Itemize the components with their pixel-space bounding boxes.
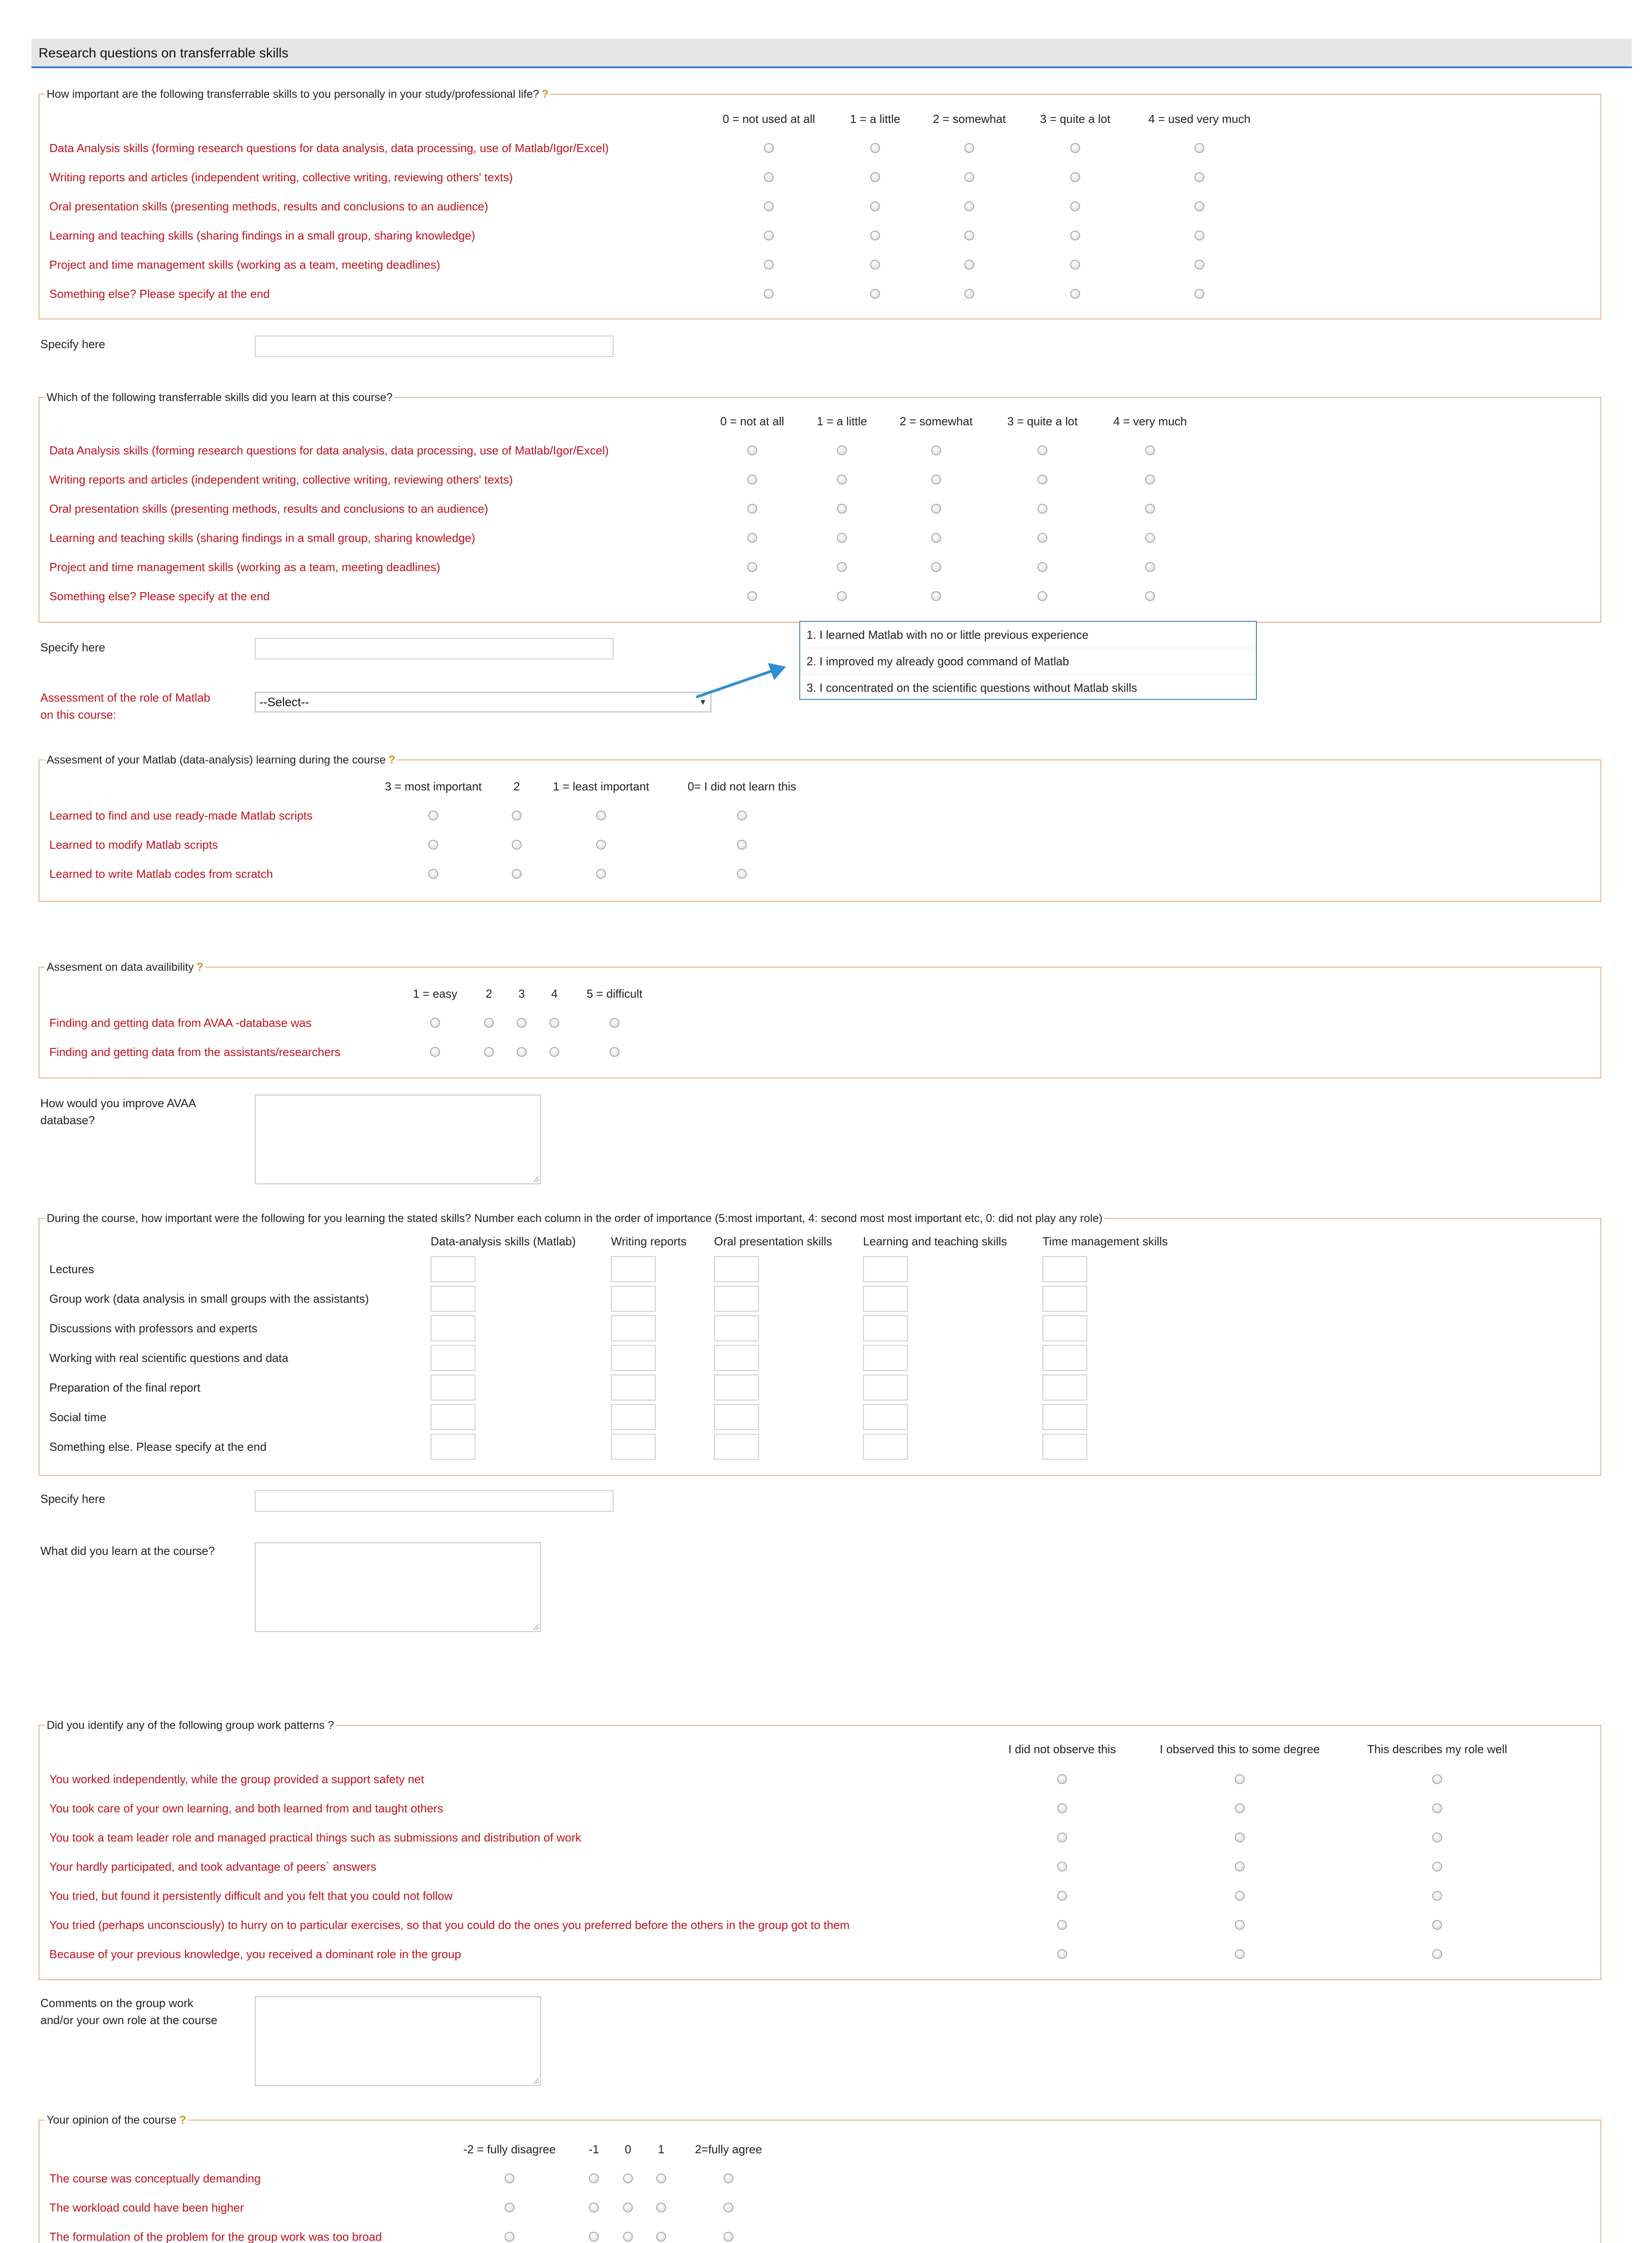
column-header: 0 xyxy=(624,2143,632,2156)
column-header: 2=fully agree xyxy=(695,2143,762,2156)
matrix-row-label: Learned to find and use ready-made Matlab scripts xyxy=(49,809,313,822)
matrix-row-label: Finding and getting data from AVAA -database was xyxy=(49,1016,312,1030)
matrix-row-label: Learning and teaching skills (sharing findings in a small group, sharing knowledge) xyxy=(49,531,475,545)
column-header: 0 = not at all xyxy=(720,415,785,428)
radio-option[interactable] xyxy=(964,201,974,211)
radio-option[interactable] xyxy=(724,2173,733,2183)
rank-input[interactable] xyxy=(431,1315,475,1341)
column-header: 1 = least important xyxy=(553,780,649,793)
radio-option[interactable] xyxy=(764,289,774,299)
radio-option[interactable] xyxy=(764,172,774,182)
radio-option[interactable] xyxy=(737,811,747,820)
radio-option[interactable] xyxy=(1235,1803,1245,1813)
radio-option[interactable] xyxy=(1432,1920,1442,1930)
column-header: 0= I did not learn this xyxy=(687,780,797,793)
radio-option[interactable] xyxy=(964,231,974,240)
radio-option[interactable] xyxy=(1057,1803,1067,1813)
rank-input[interactable] xyxy=(714,1375,759,1401)
radio-option[interactable] xyxy=(1145,475,1155,484)
radio-option[interactable] xyxy=(870,289,880,299)
help-icon[interactable]: ? xyxy=(541,88,549,100)
column-header: 3 = quite a lot xyxy=(1007,415,1078,428)
matrix-row-label: Lectures xyxy=(49,1262,94,1276)
radio-option[interactable] xyxy=(1057,1949,1067,1959)
radio-option[interactable] xyxy=(428,811,438,820)
column-header: This describes my role well xyxy=(1367,1742,1508,1756)
matrix-row-label: Working with real scientific questions and data xyxy=(49,1351,288,1365)
radio-option[interactable] xyxy=(484,1047,494,1057)
radio-option[interactable] xyxy=(837,533,847,543)
radio-option[interactable] xyxy=(656,2203,666,2212)
matrix-row-label: You took a team leader role and managed practical things such as submissions and distribution of work xyxy=(49,1831,581,1844)
matrix-row-label: Data Analysis skills (forming research questions for data analysis, data processing, use of Matlab/Igor/Excel) xyxy=(49,444,609,457)
radio-option[interactable] xyxy=(505,2232,514,2242)
specify-label: Specify here xyxy=(40,641,105,654)
column-header: Learning and teaching skills xyxy=(863,1235,1007,1248)
radio-option[interactable] xyxy=(1194,201,1204,211)
rank-input[interactable] xyxy=(431,1286,475,1312)
rank-input[interactable] xyxy=(431,1345,475,1371)
rank-input[interactable] xyxy=(1042,1256,1087,1282)
radio-option[interactable] xyxy=(512,811,522,820)
matrix-row-label: The workload could have been higher xyxy=(49,2201,244,2214)
fieldset-legend: During the course, how important were the following for you learning the stated skills? Number each column in the order of importance (5:most important, 4: second most most important etc, 0: did not play any role) xyxy=(47,1212,1103,1225)
radio-option[interactable] xyxy=(1194,143,1204,153)
column-header: 1 = a little xyxy=(816,415,867,428)
radio-option[interactable] xyxy=(1057,1920,1067,1930)
column-header: -1 xyxy=(588,2143,599,2156)
column-header: 4 xyxy=(551,987,558,1000)
column-header: Data-analysis skills (Matlab) xyxy=(431,1235,576,1248)
radio-option[interactable] xyxy=(1070,201,1080,211)
rank-input[interactable] xyxy=(863,1434,908,1460)
matrix-row-label: Because of your previous knowledge, you received a dominant role in the group xyxy=(49,1947,461,1961)
matrix-row-label: Finding and getting data from the assistants/researchers xyxy=(49,1045,340,1059)
rank-input[interactable] xyxy=(431,1434,475,1460)
select-option[interactable]: 2. I improved my already good command of Matlab xyxy=(800,648,1256,674)
radio-option[interactable] xyxy=(1432,1949,1442,1959)
fieldset-legend: Which of the following transferrable skills did you learn at this course? xyxy=(47,391,393,404)
column-header: 1 = a little xyxy=(850,112,901,126)
radio-option[interactable] xyxy=(1194,289,1204,299)
radio-option[interactable] xyxy=(623,2173,633,2183)
radio-option[interactable] xyxy=(964,289,974,299)
radio-option[interactable] xyxy=(623,2232,633,2242)
rank-input[interactable] xyxy=(611,1345,656,1371)
matrix-row-label: Social time xyxy=(49,1410,107,1424)
radio-option[interactable] xyxy=(1070,289,1080,299)
radio-option[interactable] xyxy=(512,869,522,879)
avaa-label: How would you improve AVAA database? xyxy=(40,1096,196,1127)
radio-option[interactable] xyxy=(430,1018,440,1028)
matrix-row-label: Project and time management skills (working as a team, meeting deadlines) xyxy=(49,560,440,574)
section-header-research xyxy=(31,39,1632,68)
radio-option[interactable] xyxy=(764,201,774,211)
radio-option[interactable] xyxy=(931,475,941,484)
radio-option[interactable] xyxy=(656,2173,666,2183)
matrix-row-label: You tried (perhaps unconsciously) to hurry on to particular exercises, so that you could do the ones you preferred before the others in the group got to them xyxy=(49,1918,850,1932)
column-header: 0 = not used at all xyxy=(723,112,815,126)
specify-label: Specify here xyxy=(40,337,105,351)
radio-option[interactable] xyxy=(549,1018,559,1028)
matrix-row-label: You tried, but found it persistently difficult and you felt that you could not follow xyxy=(49,1889,453,1903)
radio-option[interactable] xyxy=(1432,1862,1442,1872)
matrix-row-label: Something else. Please specify at the end xyxy=(49,1440,267,1453)
rank-input[interactable] xyxy=(863,1315,908,1341)
column-header: Time management skills xyxy=(1042,1235,1168,1248)
radio-option[interactable] xyxy=(870,231,880,240)
radio-option[interactable] xyxy=(1057,1862,1067,1872)
column-header: 3 xyxy=(518,987,525,1000)
radio-option[interactable] xyxy=(837,445,847,455)
matrix-row-label: Your hardly participated, and took advantage of peers` answers xyxy=(49,1860,376,1873)
rank-input[interactable] xyxy=(714,1315,759,1341)
radio-option[interactable] xyxy=(596,811,606,820)
radio-option[interactable] xyxy=(1145,562,1155,572)
rank-input[interactable] xyxy=(1042,1375,1087,1401)
section-title: Research questions on transferrable skills xyxy=(39,46,288,61)
radio-option[interactable] xyxy=(596,840,606,850)
fieldset-legend: Assesment on data availibility ? xyxy=(47,961,204,973)
matrix-row-label: Writing reports and articles (independent writing, collective writing, reviewing others' texts) xyxy=(49,473,513,486)
matlab-role-select[interactable] xyxy=(255,692,711,712)
radio-option[interactable] xyxy=(610,1047,619,1057)
radio-option[interactable] xyxy=(837,562,847,572)
rank-input[interactable] xyxy=(611,1256,656,1282)
matrix-row-label: Learned to write Matlab codes from scratch xyxy=(49,867,273,881)
matrix-row-label: Learning and teaching skills (sharing findings in a small group, sharing knowledge) xyxy=(49,229,475,242)
matrix-row-label: Something else? Please specify at the end xyxy=(49,287,270,301)
matlab-role-options xyxy=(799,621,1257,700)
radio-option[interactable] xyxy=(964,260,974,270)
column-header: 2 = somewhat xyxy=(933,112,1006,126)
column-header: -2 = fully disagree xyxy=(463,2143,556,2156)
radio-option[interactable] xyxy=(1235,1833,1245,1842)
radio-option[interactable] xyxy=(1194,231,1204,240)
fieldset-matlab-learning xyxy=(39,754,1601,902)
help-icon[interactable]: ? xyxy=(196,961,204,973)
column-header: 1 = easy xyxy=(413,987,458,1000)
rank-input[interactable] xyxy=(714,1286,759,1312)
rank-input[interactable] xyxy=(611,1286,656,1312)
radio-option[interactable] xyxy=(747,445,757,455)
column-header: 3 = quite a lot xyxy=(1040,112,1111,126)
radio-option[interactable] xyxy=(1432,1833,1442,1842)
radio-option[interactable] xyxy=(1070,172,1080,182)
column-header: Oral presentation skills xyxy=(714,1235,832,1248)
matrix-row-label: Oral presentation skills (presenting methods, results and conclusions to an audience) xyxy=(49,200,488,213)
radio-option[interactable] xyxy=(1070,260,1080,270)
rank-input[interactable] xyxy=(714,1434,759,1460)
radio-option[interactable] xyxy=(589,2232,599,2242)
matrix-row-label: The formulation of the problem for the group work was too broad xyxy=(49,2230,382,2243)
chevron-down-icon: ▼ xyxy=(699,698,707,707)
rank-input[interactable] xyxy=(1042,1434,1087,1460)
matrix-row-label: Writing reports and articles (independent writing, collective writing, reviewing others' texts) xyxy=(49,170,513,184)
radio-option[interactable] xyxy=(1057,1833,1067,1842)
comments-textarea[interactable] xyxy=(255,1996,541,2086)
radio-option[interactable] xyxy=(1037,533,1047,543)
radio-option[interactable] xyxy=(870,143,880,153)
matrix-row-label: Something else? Please specify at the end xyxy=(49,589,270,603)
select-option[interactable]: 3. I concentrated on the scientific questions without Matlab skills xyxy=(800,674,1256,701)
radio-option[interactable] xyxy=(870,201,880,211)
specify-input-1[interactable] xyxy=(255,336,614,357)
help-icon[interactable]: ? xyxy=(179,2114,186,2126)
radio-option[interactable] xyxy=(656,2232,666,2242)
radio-option[interactable] xyxy=(1235,1774,1245,1784)
rank-input[interactable] xyxy=(611,1315,656,1341)
radio-option[interactable] xyxy=(747,475,757,484)
radio-option[interactable] xyxy=(1235,1949,1245,1959)
radio-option[interactable] xyxy=(931,445,941,455)
radio-option[interactable] xyxy=(931,591,941,601)
radio-option[interactable] xyxy=(517,1047,527,1057)
radio-option[interactable] xyxy=(1145,504,1155,514)
matrix-row-label: Preparation of the final report xyxy=(49,1381,201,1394)
radio-option[interactable] xyxy=(747,591,757,601)
radio-option[interactable] xyxy=(837,504,847,514)
rank-input[interactable] xyxy=(714,1404,759,1430)
rank-input[interactable] xyxy=(1042,1315,1087,1341)
specify-input-3[interactable] xyxy=(255,1490,614,1512)
rank-input[interactable] xyxy=(1042,1345,1087,1371)
radio-option[interactable] xyxy=(589,2203,599,2212)
radio-option[interactable] xyxy=(1037,445,1047,455)
column-header: Writing reports xyxy=(611,1235,687,1248)
radio-option[interactable] xyxy=(931,504,941,514)
matrix-row-label: Learned to modify Matlab scripts xyxy=(49,838,218,851)
radio-option[interactable] xyxy=(724,2232,733,2242)
fieldset-legend: Your opinion of the course ? xyxy=(47,2114,186,2126)
help-icon[interactable]: ? xyxy=(388,754,396,766)
radio-option[interactable] xyxy=(1235,1862,1245,1872)
specify-input-2[interactable] xyxy=(255,638,614,659)
radio-option[interactable] xyxy=(747,562,757,572)
learned-label: What did you learn at the course? xyxy=(40,1544,215,1558)
select-option[interactable]: 1. I learned Matlab with no or little previous experience xyxy=(806,628,1089,641)
radio-option[interactable] xyxy=(1057,1891,1067,1901)
radio-option[interactable] xyxy=(1145,533,1155,543)
matrix-row-label: You worked independently, while the group provided a support safety net xyxy=(49,1772,424,1786)
radio-option[interactable] xyxy=(747,504,757,514)
radio-option[interactable] xyxy=(610,1018,619,1028)
radio-option[interactable] xyxy=(428,840,438,850)
column-header: 2 xyxy=(513,780,520,793)
radio-option[interactable] xyxy=(1070,231,1080,240)
column-header: 3 = most important xyxy=(384,780,482,793)
radio-option[interactable] xyxy=(430,1047,440,1057)
radio-option[interactable] xyxy=(737,869,747,879)
radio-option[interactable] xyxy=(1145,445,1155,455)
column-header: I did not observe this xyxy=(1008,1742,1116,1756)
radio-option[interactable] xyxy=(589,2173,599,2183)
radio-option[interactable] xyxy=(505,2203,514,2212)
fieldset-legend: How important are the following transferrable skills to you personally in your study/professional life? ? xyxy=(47,88,549,100)
rank-input[interactable] xyxy=(863,1345,908,1371)
radio-option[interactable] xyxy=(512,840,522,850)
matrix-row-label: The course was conceptually demanding xyxy=(49,2172,261,2185)
pointer-arrow-icon xyxy=(691,654,789,703)
radio-option[interactable] xyxy=(764,260,774,270)
radio-option[interactable] xyxy=(505,2173,514,2183)
radio-option[interactable] xyxy=(870,260,880,270)
radio-option[interactable] xyxy=(964,172,974,182)
learned-textarea[interactable] xyxy=(255,1542,541,1632)
rank-input[interactable] xyxy=(714,1256,759,1282)
radio-option[interactable] xyxy=(764,143,774,153)
column-header: 2 = somewhat xyxy=(899,415,973,428)
radio-option[interactable] xyxy=(931,562,941,572)
radio-option[interactable] xyxy=(549,1047,559,1057)
radio-option[interactable] xyxy=(1070,143,1080,153)
column-header: I observed this to some degree xyxy=(1159,1742,1320,1756)
radio-option[interactable] xyxy=(1432,1774,1442,1784)
matrix-row-label: Data Analysis skills (forming research questions for data analysis, data processing, use of Matlab/Igor/Excel) xyxy=(49,141,609,155)
radio-option[interactable] xyxy=(1432,1891,1442,1901)
column-header: 1 xyxy=(658,2143,665,2156)
rank-input[interactable] xyxy=(431,1256,475,1282)
rank-input[interactable] xyxy=(1042,1286,1087,1312)
avaa-textarea[interactable] xyxy=(255,1095,541,1184)
rank-input[interactable] xyxy=(431,1404,475,1430)
specify-label: Specify here xyxy=(40,1492,105,1506)
fieldset-legend: Did you identify any of the following group work patterns ? xyxy=(47,1719,334,1732)
fieldset-legend: Assesment of your Matlab (data-analysis) learning during the course ? xyxy=(47,754,396,766)
radio-option[interactable] xyxy=(623,2203,633,2212)
matrix-row-label: You took care of your own learning, and both learned from and taught others xyxy=(49,1802,443,1815)
matrix-row-label: Oral presentation skills (presenting methods, results and conclusions to an audience) xyxy=(49,502,488,515)
radio-option[interactable] xyxy=(1037,562,1047,572)
rank-input[interactable] xyxy=(863,1375,908,1401)
radio-option[interactable] xyxy=(964,143,974,153)
column-header: 5 = difficult xyxy=(586,987,643,1000)
radio-option[interactable] xyxy=(1235,1920,1245,1930)
radio-option[interactable] xyxy=(1235,1891,1245,1901)
radio-option[interactable] xyxy=(1432,1803,1442,1813)
rank-input[interactable] xyxy=(863,1256,908,1282)
fieldset-course-opinion xyxy=(39,2114,1601,2243)
rank-input[interactable] xyxy=(714,1345,759,1371)
radio-option[interactable] xyxy=(484,1018,494,1028)
rank-input[interactable] xyxy=(863,1404,908,1430)
matrix-row-label: Group work (data analysis in small groups with the assistants) xyxy=(49,1292,369,1305)
radio-option[interactable] xyxy=(596,869,606,879)
rank-input[interactable] xyxy=(431,1375,475,1401)
comments-label: Comments on the group work and/or your own role at the course xyxy=(40,1996,218,2027)
radio-option[interactable] xyxy=(747,533,757,543)
radio-option[interactable] xyxy=(931,533,941,543)
matrix-row-label: Project and time management skills (working as a team, meeting deadlines) xyxy=(49,258,440,271)
radio-option[interactable] xyxy=(1037,591,1047,601)
radio-option[interactable] xyxy=(764,231,774,240)
radio-option[interactable] xyxy=(837,591,847,601)
column-header: 2 xyxy=(485,987,493,1000)
radio-option[interactable] xyxy=(517,1018,527,1028)
radio-option[interactable] xyxy=(1037,475,1047,484)
rank-input[interactable] xyxy=(611,1404,656,1430)
radio-option[interactable] xyxy=(428,869,438,879)
rank-input[interactable] xyxy=(863,1286,908,1312)
column-header: 4 = very much xyxy=(1113,415,1187,428)
rank-input[interactable] xyxy=(1042,1404,1087,1430)
radio-option[interactable] xyxy=(1145,591,1155,601)
fieldset-group-patterns xyxy=(39,1719,1601,1980)
radio-option[interactable] xyxy=(1194,260,1204,270)
radio-option[interactable] xyxy=(724,2203,733,2212)
matrix-row-label: Discussions with professors and experts xyxy=(49,1322,257,1335)
column-header: 4 = used very much xyxy=(1148,112,1251,126)
radio-option[interactable] xyxy=(1037,504,1047,514)
fieldset-learning-sources xyxy=(39,1212,1601,1476)
radio-option[interactable] xyxy=(870,172,880,182)
rank-input[interactable] xyxy=(611,1434,656,1460)
radio-option[interactable] xyxy=(1057,1774,1067,1784)
rank-input[interactable] xyxy=(611,1375,656,1401)
radio-option[interactable] xyxy=(1194,172,1204,182)
select-value: --Select-- xyxy=(259,695,309,709)
radio-option[interactable] xyxy=(837,475,847,484)
radio-option[interactable] xyxy=(737,840,747,850)
matlab-role-label: Assessment of the role of Matlab on this course: xyxy=(40,691,210,721)
